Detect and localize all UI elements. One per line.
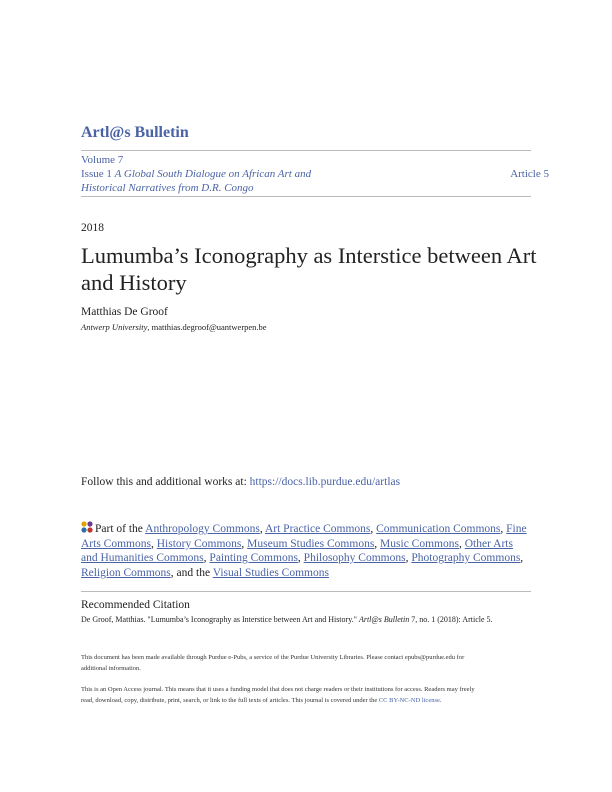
issue-title-2[interactable]: Historical Narratives from D.R. Congo <box>81 182 254 194</box>
commons-link[interactable]: Other Arts and Humanities Commons <box>81 537 513 565</box>
repository-link[interactable]: https://docs.lib.purdue.edu/artlas <box>249 476 401 488</box>
commons-separator: , <box>150 537 157 550</box>
commons-link[interactable]: Philosophy Commons <box>303 552 406 565</box>
publication-year: 2018 <box>81 222 104 234</box>
article-number[interactable]: Article 5 <box>510 168 549 180</box>
open-access-end: . <box>439 697 442 704</box>
author-email: , matthias.degroof@uantwerpen.be <box>147 322 267 332</box>
follow-text: Follow this and additional works at: <box>81 476 250 488</box>
divider-top <box>81 150 531 151</box>
issue-title-1[interactable]: A Global South Dialogue on African Art and <box>114 168 312 180</box>
commons-link[interactable]: Painting Commons <box>209 552 298 565</box>
network-icon <box>81 521 93 533</box>
issue-number[interactable]: Issue 1 <box>81 168 112 180</box>
recommended-citation-heading: Recommended Citation <box>81 599 190 611</box>
commons-link[interactable]: Photography Commons <box>411 552 521 565</box>
availability-line-2: additional information. <box>81 665 141 672</box>
open-access-line-1: This is an Open Access journal. This means that it uses a funding model that does not charge readers or their institutions for access. Readers may freely <box>81 686 475 693</box>
volume-link[interactable]: Volume 7 <box>81 154 124 166</box>
journal-title[interactable]: Artl@s Bulletin <box>81 124 189 141</box>
availability-line-1: This document has been made available through Purdue e-Pubs, a service of the Purdue University Libraries. Please contact epubs@purdue.edu for <box>81 654 465 661</box>
commons-link[interactable]: Music Commons <box>380 537 459 550</box>
divider-mid <box>81 196 531 197</box>
follow-line <box>81 476 400 488</box>
divider-citation <box>81 591 531 592</box>
commons-separator: , <box>374 537 381 550</box>
partof-prefix: Part of the <box>95 523 146 535</box>
commons-link[interactable]: Fine Arts Commons <box>81 523 527 550</box>
commons-link[interactable]: Art Practice Commons <box>264 523 371 535</box>
commons-link[interactable]: History Commons <box>156 537 242 550</box>
open-access-notice <box>81 684 531 706</box>
commons-separator: , <box>297 552 304 565</box>
affiliation-name: Antwerp University <box>81 322 148 332</box>
commons-link[interactable]: Anthropology Commons <box>145 523 260 535</box>
author-name: Matthias De Groof <box>81 306 168 318</box>
issue-line-1[interactable] <box>81 167 311 181</box>
citation-part-b: 7, no. 1 (2018): Article 5. <box>409 615 493 624</box>
article-title-line-2: and History <box>81 270 187 295</box>
commons-separator: , <box>259 523 265 535</box>
commons-separator: , <box>203 552 210 565</box>
commons-link-visual-studies[interactable]: Visual Studies Commons <box>212 566 329 579</box>
author-affiliation <box>81 322 267 332</box>
commons-separator: , <box>520 552 524 565</box>
open-access-text: read, download, copy, distribute, print, search, or link to the full texts of articles. This journal is covered under the <box>81 697 379 704</box>
citation-text <box>81 615 493 624</box>
commons-link[interactable]: Communication Commons <box>376 523 501 535</box>
open-access-line-2 <box>81 695 531 706</box>
disciplines-paragraph <box>81 521 531 580</box>
article-title <box>81 242 541 296</box>
commons-separator: , <box>500 523 507 535</box>
commons-separator: , <box>241 537 248 550</box>
and-the: , and the <box>170 566 213 579</box>
license-link[interactable]: CC BY-NC-ND license <box>378 697 440 704</box>
citation-part-a: De Groof, Matthias. "Lumumba’s Iconography as Interstice between Art and History." <box>81 615 359 624</box>
citation-journal: Artl@s Bulletin <box>358 615 410 624</box>
availability-notice <box>81 652 531 674</box>
commons-link[interactable]: Museum Studies Commons <box>247 537 375 550</box>
article-title-line-1: Lumumba’s Iconography as Interstice between Art <box>81 243 537 268</box>
commons-separator: , <box>405 552 412 565</box>
commons-separator: , <box>370 523 377 535</box>
commons-link[interactable]: Religion Commons <box>81 566 171 579</box>
commons-separator: , <box>458 537 465 550</box>
